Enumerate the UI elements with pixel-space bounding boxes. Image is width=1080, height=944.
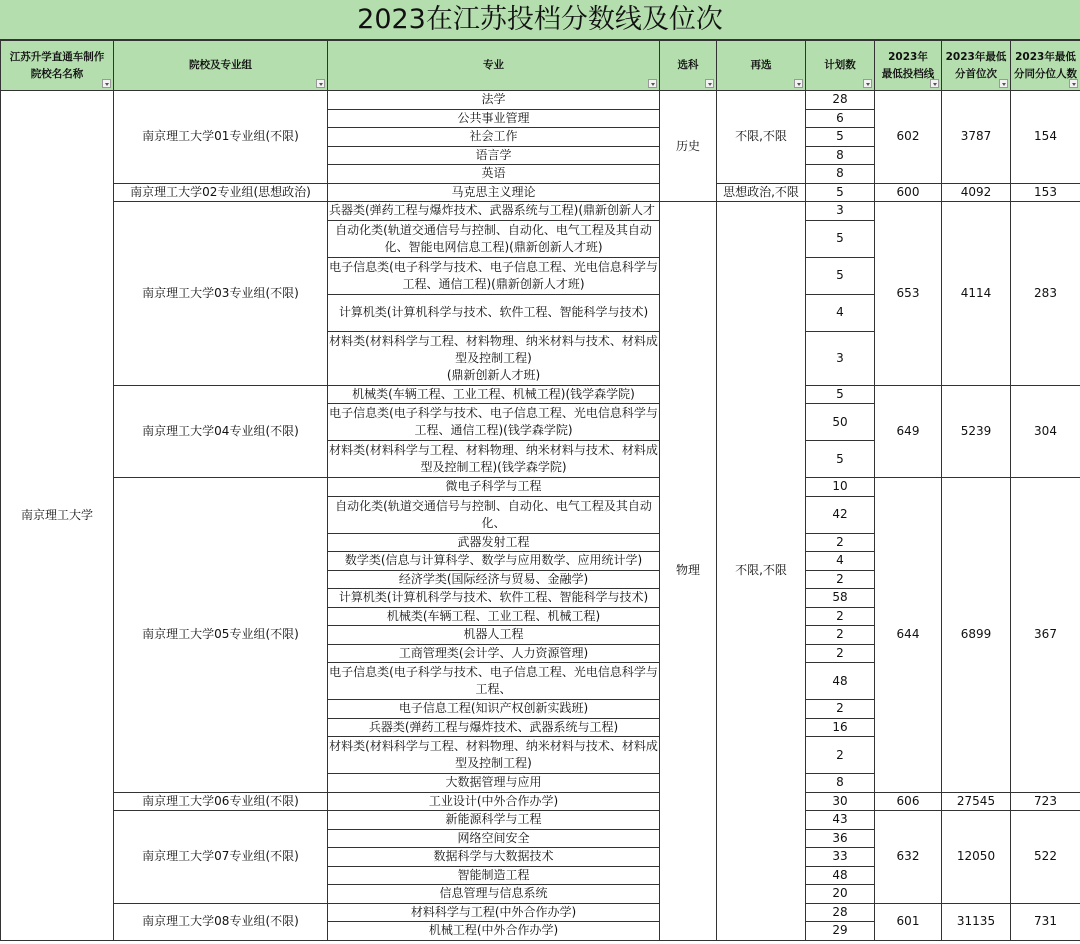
header-row — [1, 41, 1080, 91]
reselect-cell: 不限,不限 — [717, 91, 806, 184]
filter-dropdown-icon[interactable] — [863, 79, 872, 88]
header-rank[interactable]: 2023年最低 分首位次 — [942, 41, 1011, 91]
score-cell: 632 — [875, 811, 942, 904]
same-cell: 522 — [1011, 811, 1080, 904]
major-cell: 材料类(材料科学与工程、材料物理、纳米材料与技术、材料成型及控制工程)(钱学森学院) — [328, 441, 660, 478]
major-cell: 材料科学与工程(中外合作办学) — [328, 903, 660, 922]
group-name-cell: 南京理工大学02专业组(思想政治) — [114, 183, 328, 202]
plan-cell: 4 — [806, 294, 875, 331]
score-cell: 606 — [875, 792, 942, 811]
major-cell: 工商管理类(会计学、人力资源管理) — [328, 644, 660, 663]
score-cell: 644 — [875, 478, 942, 793]
table-row — [1, 385, 1080, 404]
table-row — [1, 811, 1080, 830]
plan-cell: 2 — [806, 644, 875, 663]
major-cell: 机械工程(中外合作办学) — [328, 922, 660, 941]
plan-cell: 5 — [806, 441, 875, 478]
rank-cell: 4092 — [942, 183, 1011, 202]
filter-dropdown-icon[interactable] — [1069, 79, 1078, 88]
plan-cell: 28 — [806, 903, 875, 922]
score-cell: 600 — [875, 183, 942, 202]
plan-cell: 30 — [806, 792, 875, 811]
header-same[interactable]: 2023年最低 分同分位人数 — [1011, 41, 1080, 91]
filter-dropdown-icon[interactable] — [102, 79, 111, 88]
plan-cell: 2 — [806, 570, 875, 589]
same-cell: 283 — [1011, 202, 1080, 386]
major-cell: 机械类(车辆工程、工业工程、机械工程) — [328, 607, 660, 626]
subject-cell: 物理 — [660, 202, 717, 941]
plan-cell: 50 — [806, 404, 875, 441]
plan-cell: 36 — [806, 829, 875, 848]
rank-cell: 6899 — [942, 478, 1011, 793]
school-name-cell: 南京理工大学 — [1, 91, 114, 941]
filter-dropdown-icon[interactable] — [999, 79, 1008, 88]
plan-cell: 6 — [806, 109, 875, 128]
plan-cell: 5 — [806, 257, 875, 294]
plan-cell: 8 — [806, 165, 875, 184]
filter-dropdown-icon[interactable] — [316, 79, 325, 88]
major-cell: 微电子科学与工程 — [328, 478, 660, 497]
major-cell: 电子信息类(电子科学与技术、电子信息工程、光电信息科学与工程、通信工程)(鼎新创新人才班) — [328, 257, 660, 294]
plan-cell: 2 — [806, 533, 875, 552]
major-cell: 兵器类(弹药工程与爆炸技术、武器系统与工程)(鼎新创新人才 — [328, 202, 660, 221]
major-cell: 网络空间安全 — [328, 829, 660, 848]
group-name-cell: 南京理工大学07专业组(不限) — [114, 811, 328, 904]
major-cell: 计算机类(计算机科学与技术、软件工程、智能科学与技术) — [328, 294, 660, 331]
same-cell: 367 — [1011, 478, 1080, 793]
subject-cell: 历史 — [660, 91, 717, 202]
major-cell: 电子信息类(电子科学与技术、电子信息工程、光电信息科学与工程、通信工程)(钱学森学院) — [328, 404, 660, 441]
plan-cell: 48 — [806, 663, 875, 700]
major-cell: 英语 — [328, 165, 660, 184]
table-row — [1, 183, 1080, 202]
plan-cell: 8 — [806, 774, 875, 793]
same-cell: 731 — [1011, 903, 1080, 940]
group-name-cell: 南京理工大学04专业组(不限) — [114, 385, 328, 478]
plan-cell: 2 — [806, 626, 875, 645]
group-name-cell: 南京理工大学05专业组(不限) — [114, 478, 328, 793]
reselect-cell: 思想政治,不限 — [717, 183, 806, 202]
same-cell: 154 — [1011, 91, 1080, 184]
major-cell: 武器发射工程 — [328, 533, 660, 552]
plan-cell: 2 — [806, 607, 875, 626]
plan-cell: 5 — [806, 183, 875, 202]
major-cell: 兵器类(弹药工程与爆炸技术、武器系统与工程) — [328, 718, 660, 737]
major-cell: 经济学类(国际经济与贸易、金融学) — [328, 570, 660, 589]
header-major[interactable]: 专业 — [328, 41, 660, 91]
major-cell: 语言学 — [328, 146, 660, 165]
filter-dropdown-icon[interactable] — [648, 79, 657, 88]
table-row — [1, 903, 1080, 922]
header-subject[interactable]: 选科 — [660, 41, 717, 91]
major-cell: 新能源科学与工程 — [328, 811, 660, 830]
major-cell: 马克思主义理论 — [328, 183, 660, 202]
major-cell: 信息管理与信息系统 — [328, 885, 660, 904]
same-cell: 304 — [1011, 385, 1080, 478]
reselect-cell: 不限,不限 — [717, 202, 806, 941]
major-cell: 数学类(信息与计算科学、数学与应用数学、应用统计学) — [328, 552, 660, 571]
plan-cell: 5 — [806, 385, 875, 404]
table-body — [1, 91, 1080, 941]
plan-cell: 48 — [806, 866, 875, 885]
score-cell: 602 — [875, 91, 942, 184]
major-cell: 大数据管理与应用 — [328, 774, 660, 793]
same-cell: 153 — [1011, 183, 1080, 202]
group-name-cell: 南京理工大学03专业组(不限) — [114, 202, 328, 386]
rank-cell: 5239 — [942, 385, 1011, 478]
major-cell: 机器人工程 — [328, 626, 660, 645]
group-name-cell: 南京理工大学01专业组(不限) — [114, 91, 328, 184]
major-cell: 材料类(材料科学与工程、材料物理、纳米材料与技术、材料成型及控制工程) (鼎新创新人才班) — [328, 331, 660, 385]
plan-cell: 33 — [806, 848, 875, 867]
plan-cell: 16 — [806, 718, 875, 737]
major-cell: 工业设计(中外合作办学) — [328, 792, 660, 811]
major-cell: 数据科学与大数据技术 — [328, 848, 660, 867]
header-reselect[interactable]: 再选 — [717, 41, 806, 91]
major-cell: 自动化类(轨道交通信号与控制、自动化、电气工程及其自动化、智能电网信息工程)(鼎新创新人才班) — [328, 220, 660, 257]
plan-cell: 8 — [806, 146, 875, 165]
major-cell: 材料类(材料科学与工程、材料物理、纳米材料与技术、材料成型及控制工程) — [328, 737, 660, 774]
rank-cell: 3787 — [942, 91, 1011, 184]
header-school[interactable]: 江苏升学直通车制作 院校名名称 — [1, 41, 114, 91]
major-cell: 计算机类(计算机科学与技术、软件工程、智能科学与技术) — [328, 589, 660, 608]
major-cell: 智能制造工程 — [328, 866, 660, 885]
plan-cell: 4 — [806, 552, 875, 571]
filter-dropdown-icon[interactable] — [705, 79, 714, 88]
plan-cell: 3 — [806, 331, 875, 385]
plan-cell: 10 — [806, 478, 875, 497]
group-name-cell: 南京理工大学08专业组(不限) — [114, 903, 328, 940]
major-cell: 自动化类(轨道交通信号与控制、自动化、电气工程及其自动化、 — [328, 496, 660, 533]
major-cell: 电子信息类(电子科学与技术、电子信息工程、光电信息科学与工程、 — [328, 663, 660, 700]
major-cell: 电子信息工程(知识产权创新实践班) — [328, 700, 660, 719]
rank-cell: 27545 — [942, 792, 1011, 811]
header-plan[interactable]: 计划数 — [806, 41, 875, 91]
major-cell: 社会工作 — [328, 128, 660, 147]
major-cell: 法学 — [328, 91, 660, 110]
page-title: 2023在江苏投档分数线及位次 — [0, 0, 1080, 40]
rank-cell: 12050 — [942, 811, 1011, 904]
plan-cell: 28 — [806, 91, 875, 110]
filter-dropdown-icon[interactable] — [930, 79, 939, 88]
filter-dropdown-icon[interactable] — [794, 79, 803, 88]
plan-cell: 43 — [806, 811, 875, 830]
plan-cell: 42 — [806, 496, 875, 533]
header-group[interactable]: 院校及专业组 — [114, 41, 328, 91]
same-cell: 723 — [1011, 792, 1080, 811]
major-cell: 机械类(车辆工程、工业工程、机械工程)(钱学森学院) — [328, 385, 660, 404]
table-row — [1, 792, 1080, 811]
score-cell: 601 — [875, 903, 942, 940]
table-row — [1, 478, 1080, 497]
rank-cell: 4114 — [942, 202, 1011, 386]
score-cell: 649 — [875, 385, 942, 478]
plan-cell: 5 — [806, 128, 875, 147]
header-score[interactable]: 2023年 最低投档线 — [875, 41, 942, 91]
score-table — [0, 40, 1080, 941]
group-name-cell: 南京理工大学06专业组(不限) — [114, 792, 328, 811]
rank-cell: 31135 — [942, 903, 1011, 940]
plan-cell: 2 — [806, 700, 875, 719]
plan-cell: 29 — [806, 922, 875, 941]
plan-cell: 5 — [806, 220, 875, 257]
plan-cell: 20 — [806, 885, 875, 904]
plan-cell: 3 — [806, 202, 875, 221]
table-row — [1, 202, 1080, 221]
score-cell: 653 — [875, 202, 942, 386]
plan-cell: 58 — [806, 589, 875, 608]
major-cell: 公共事业管理 — [328, 109, 660, 128]
plan-cell: 2 — [806, 737, 875, 774]
table-row — [1, 91, 1080, 110]
